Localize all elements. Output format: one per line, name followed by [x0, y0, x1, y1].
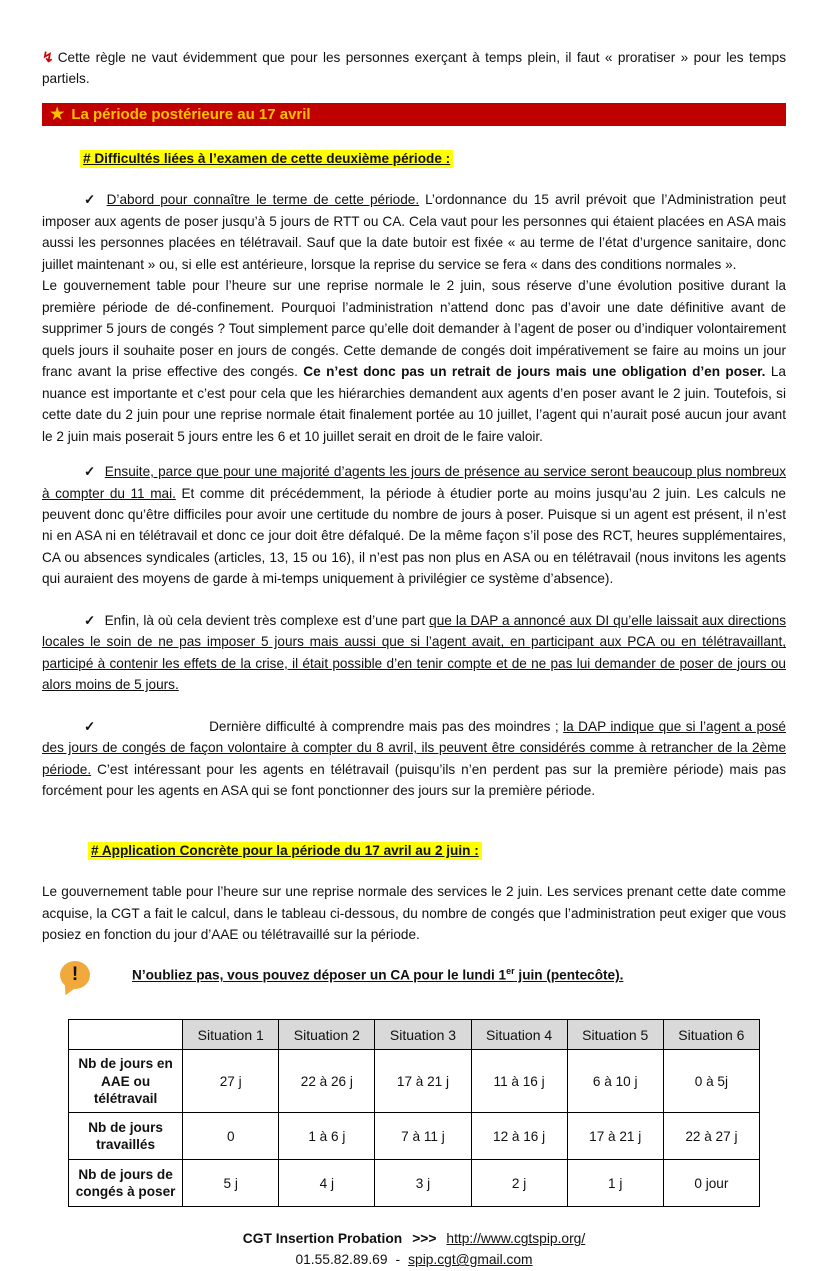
- gouvernement-post: La nuance est importante et c’est pour cela que les hiérarchies demandent aux agents d’en poser avant le 2 juin. Toutefois, si cette date du 2 juin pour une reprise normale était finalement portée au 10 juillet, l’agent qui n’aurait posé aucun jour avant le 2 juin mais poserait 5 jours entre les 6 et 10 juillet serait en droit de le faire valoir.: [42, 364, 786, 444]
- check-icon: ✓: [84, 718, 97, 734]
- warning-text-sup: er: [506, 966, 515, 977]
- bullet-derniere-post: C’est intéressant pour les agents en télétravail (puisqu’ils n’en perdent pas sur la première période) mais pas forcément pour les agents en ASA qui se font ponctionner des jours sur la première période.: [42, 761, 786, 799]
- bullet-dabord: [42, 189, 786, 275]
- footer-dash: -: [395, 1252, 401, 1268]
- footer: [42, 1229, 786, 1270]
- banner-title: La période postérieure au 17 avril: [71, 105, 311, 123]
- value-cell: 1 à 6 j: [279, 1113, 375, 1160]
- table-header-row: [69, 1020, 760, 1050]
- value-cell: 2 j: [471, 1160, 567, 1207]
- check-icon: ✓: [84, 192, 98, 208]
- bullet-derniere-pre: Dernière difficulté à comprendre mais pas des moindres ;: [209, 718, 564, 734]
- situation-header: Situation 2: [279, 1020, 375, 1050]
- table-row: [69, 1050, 760, 1113]
- warning-text-start: N’oubliez pas, vous pouvez déposer un CA pour le lundi 1: [132, 968, 507, 983]
- difficulties-heading: [80, 148, 786, 169]
- warning-note: [60, 961, 786, 989]
- value-cell: 5 j: [183, 1160, 279, 1207]
- value-cell: 7 à 11 j: [375, 1113, 471, 1160]
- corner-cell: [69, 1020, 183, 1050]
- value-cell: 22 à 27 j: [663, 1113, 759, 1160]
- difficulties-heading-text: # Difficultés liées à l’examen de cette deuxième période :: [80, 150, 453, 168]
- bullet-ensuite: [42, 461, 786, 590]
- paragraph-gouvernement: [42, 275, 786, 447]
- value-cell: 0: [183, 1113, 279, 1160]
- bullet-derniere-underlined: la DAP indique que si l’agent a posé des jours de congés de façon volontaire à compter du 8 avril, ils peuvent être considérés comme à retrancher de la 2ème période.: [42, 718, 786, 777]
- value-cell: 17 à 21 j: [375, 1050, 471, 1113]
- gouvernement-pre: Le gouvernement table pour l’heure sur une reprise normale le 2 juin, sous réserve d’une évolution positive durant la première période de dé-confinement. Pourquoi l’administration n’attend donc pas d’avoir une date définitive avant de supprimer 5 jours de congés ? Tout simplement parce qu’elle doit demander à l’agent de poser ou d’indiquer volontairement quels jours il souhaite poser en jours de congés. Cette demande de congés doit impérativement se faire au moins un jour franc avant la prise effective des congés.: [42, 278, 786, 380]
- intro-paragraph: [42, 46, 786, 90]
- bullet-derniere: [42, 716, 786, 802]
- situation-header: Situation 5: [567, 1020, 663, 1050]
- footer-line1: [42, 1229, 786, 1250]
- value-cell: 3 j: [375, 1160, 471, 1207]
- bullet-enfin-underlined: que la DAP a annoncé aux DI qu’elle laissait aux directions locales le soin de ne pas imposer 5 jours mais aussi que si l’agent avait, en participant aux PCA ou en télétravaillant, participé à contenir les effets de la crise, il était possible d’en tenir compte et de ne pas lui demander de poser de jours ou alors moins de 5 jours.: [42, 612, 786, 693]
- footer-line2: [42, 1250, 786, 1271]
- value-cell: 6 à 10 j: [567, 1050, 663, 1113]
- bullet-ensuite-rest: Et comme dit précédemment, la période à étudier porte au moins jusqu’au 2 juin. Les calculs ne peuvent donc qu’être difficiles pour avoir une certitude du nombre de jours à poser. Puisque si un agent est présent, il n’est ni en ASA ni en télétravail et donc ce jour doit être défalqué. De la même façon s’il pose des RCT, heures supplémentaires, CA ou absences syndicales (articles, 13, 15 ou 16), il n’est pas non plus en ASA ou en télétravail (nous invitons les agents qui auraient des moyens de garde à mi-temps uniquement à privilégier ce système d’absence).: [42, 485, 786, 587]
- value-cell: 22 à 26 j: [279, 1050, 375, 1113]
- value-cell: 11 à 16 j: [471, 1050, 567, 1113]
- warning-text-end: juin (pentecôte).: [514, 968, 624, 983]
- footer-arrows: >>>: [412, 1231, 437, 1247]
- situation-header: Situation 6: [663, 1020, 759, 1050]
- bullet-enfin-pre: Enfin, là où cela devient très complexe est d’une part: [104, 612, 430, 628]
- star-icon: ★: [50, 105, 65, 123]
- red-pin-icon: ↯: [42, 49, 54, 65]
- bullet-dabord-rest: L’ordonnance du 15 avril prévoit que l’Administration peut imposer aux agents de poser jusqu’à 5 jours de RTT ou CA. Cela vaut pour les personnes qui étaient placées en ASA mais aussi les personnes placées en télétravail. Sauf que la date butoir est fixée « au terme de l’état d’urgence sanitaire, donc juillet maintenant » ou, si elle est antérieure, lorsque la reprise du service se fera « dans des conditions normales ».: [42, 192, 786, 272]
- row-label: Nb de jours travaillés: [69, 1113, 183, 1160]
- footer-email-link[interactable]: spip.cgt@gmail.com: [408, 1252, 533, 1268]
- footer-phone: 01.55.82.89.69: [295, 1252, 388, 1268]
- row-label: Nb de jours de congés à poser: [69, 1160, 183, 1207]
- warning-text: [132, 964, 623, 986]
- footer-url-link[interactable]: http://www.cgtspip.org/: [446, 1231, 586, 1247]
- situations-table: [68, 1019, 760, 1207]
- value-cell: 1 j: [567, 1160, 663, 1207]
- gouvernement-bold: Ce n’est donc pas un retrait de jours mais une obligation d’en poser.: [303, 364, 766, 380]
- value-cell: 0 à 5j: [663, 1050, 759, 1113]
- exclamation-icon: !: [71, 964, 79, 986]
- section-banner: [42, 103, 786, 126]
- bullet-enfin: [42, 610, 786, 696]
- table-row: [69, 1160, 760, 1207]
- application-heading: [88, 840, 786, 861]
- value-cell: 0 jour: [663, 1160, 759, 1207]
- situation-header: Situation 3: [375, 1020, 471, 1050]
- intro-text: Cette règle ne vaut évidemment que pour les personnes exerçant à temps plein, il faut « proratiser » pour les temps partiels.: [42, 50, 786, 87]
- situation-header: Situation 1: [183, 1020, 279, 1050]
- bullet-ensuite-lead: Ensuite, parce que pour une majorité d’agents les jours de présence au service seront beaucoup plus nombreux à compter du 11 mai.: [42, 464, 787, 501]
- bullet-dabord-lead: D’abord pour connaître le terme de cette période.: [106, 192, 420, 208]
- value-cell: 4 j: [279, 1160, 375, 1207]
- application-paragraph: Le gouvernement table pour l’heure sur une reprise normale des services le 2 juin. Les services prenant cette date comme acquise, la CGT a fait le calcul, dans le tableau ci-dessous, du nombre de congés que l’administration peut exiger que vous posiez en fonction du jour d’AAE ou télétravaillé sur la période.: [42, 884, 786, 942]
- table-row: [69, 1113, 760, 1160]
- footer-org: CGT Insertion Probation: [242, 1231, 403, 1247]
- check-icon: ✓: [84, 612, 96, 628]
- value-cell: 27 j: [183, 1050, 279, 1113]
- application-heading-text: # Application Concrète pour la période du 17 avril au 2 juin :: [88, 842, 482, 860]
- value-cell: 17 à 21 j: [567, 1113, 663, 1160]
- row-label: Nb de jours en AAE ou télétravail: [69, 1050, 183, 1113]
- value-cell: 12 à 16 j: [471, 1113, 567, 1160]
- situation-header: Situation 4: [471, 1020, 567, 1050]
- warning-bubble-icon: [60, 961, 90, 989]
- check-icon: ✓: [84, 464, 96, 480]
